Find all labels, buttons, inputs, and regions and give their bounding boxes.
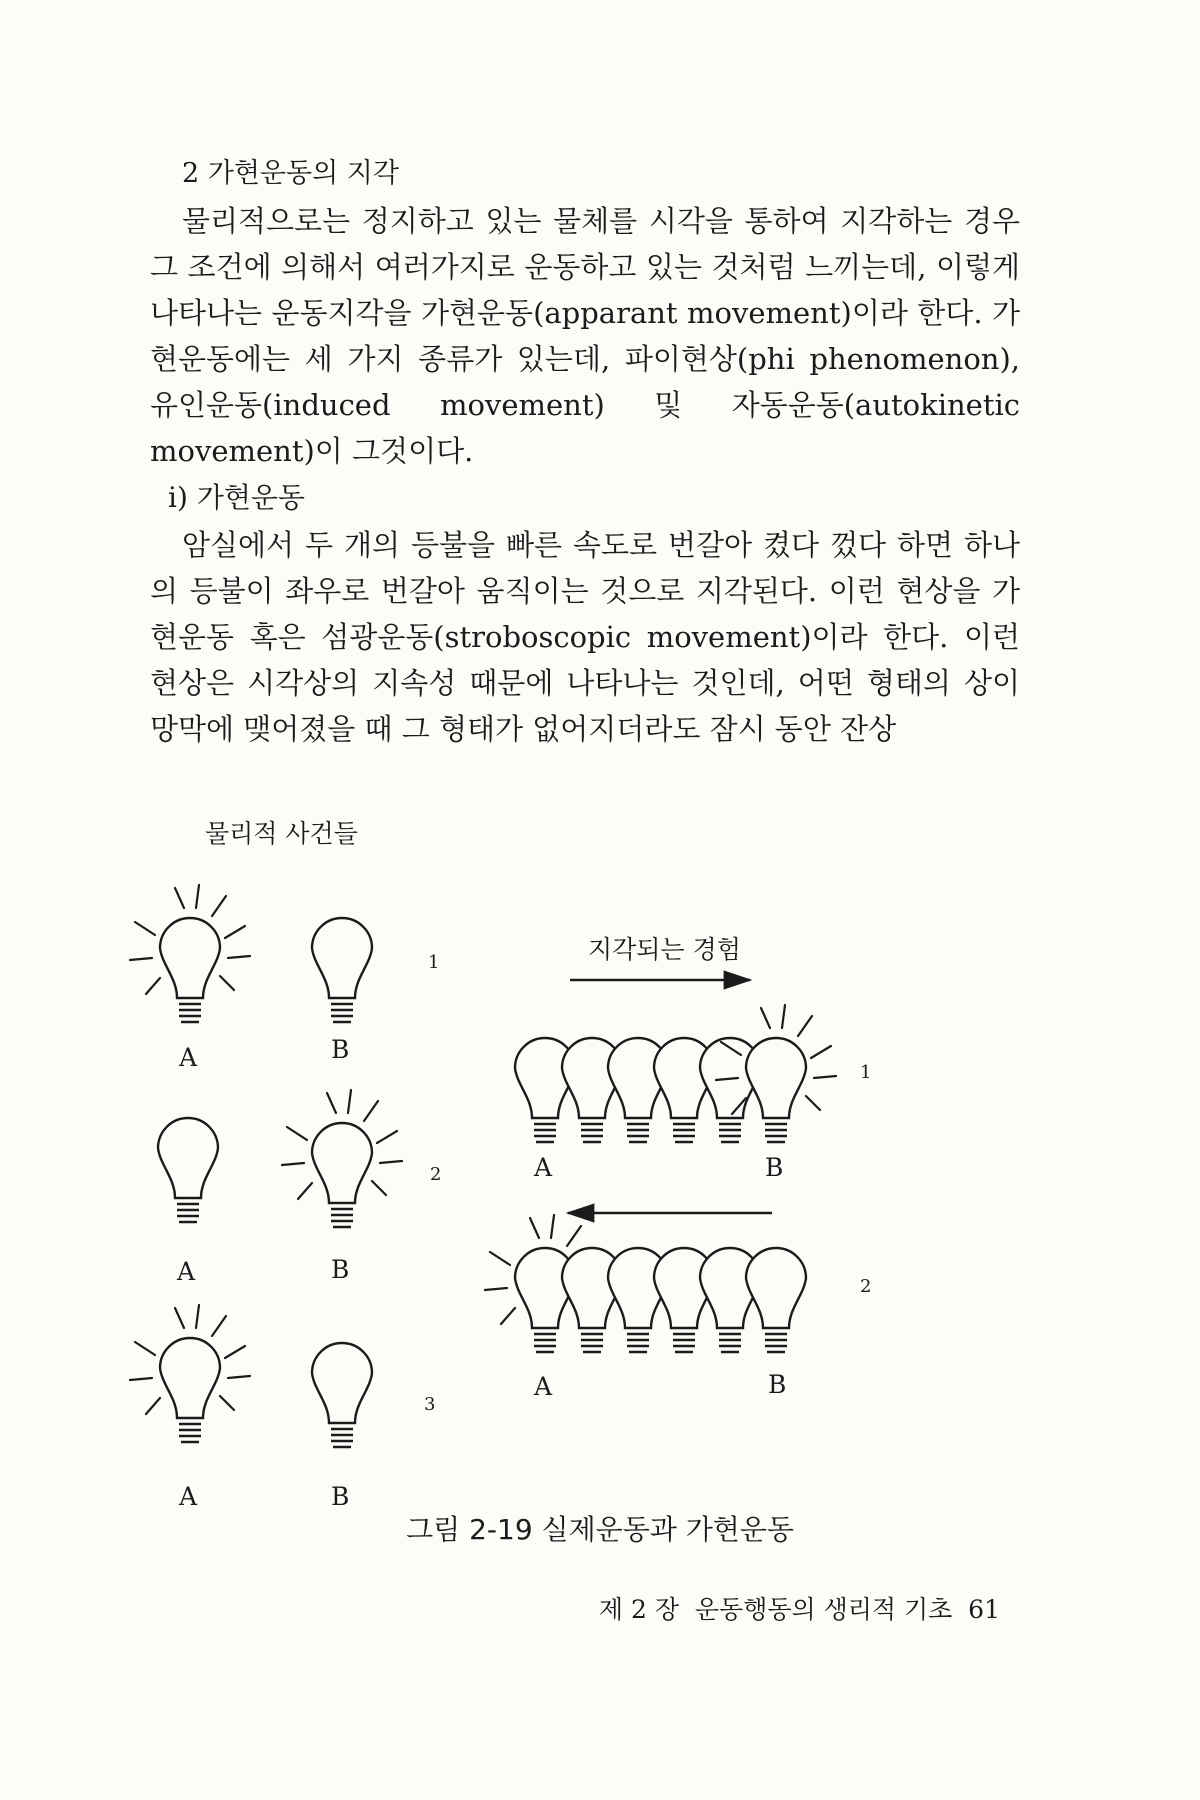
bulb-b-row2-lit xyxy=(282,1090,402,1227)
row-number-1-right: 1 xyxy=(860,1062,872,1083)
section-heading: 2 가현운동의 지각 xyxy=(182,158,399,189)
bulb-b-row3-unlit xyxy=(312,1343,372,1447)
bulb-a-row3-lit xyxy=(130,1305,250,1442)
page-footer: 제 2 장 운동행동의 생리적 기초 61 xyxy=(598,1595,1000,1624)
figure-caption: 그림 2-19 실제운동과 가현운동 xyxy=(406,1513,794,1546)
row-number-2-right: 2 xyxy=(860,1276,872,1297)
bulb-sequence-2 xyxy=(485,1215,806,1352)
row-number-3-left: 3 xyxy=(424,1394,436,1415)
physical-events-title: 물리적 사건들 xyxy=(205,819,358,848)
label-b-seq2: B xyxy=(768,1370,787,1399)
bulb-a-row1-lit xyxy=(130,885,250,1022)
label-a-seq2: A xyxy=(534,1372,553,1401)
label-b-row3: B xyxy=(331,1482,350,1511)
label-a-seq1: A xyxy=(534,1153,553,1182)
paragraph-apparent-motion-intro: 물리적으로는 정지하고 있는 물체를 시각을 통하여 지각하는 경우 그 조건에 의해서 여러가지로 운동하고 있는 것처럼 느끼는데, 이렇게 나타나는 운동지각을 가현운동(apparant movement)이라 한다. 가현운동에는 세 가지 종류가 있는데, 파이현상(phi phenomenon), 유인운동(induced movement) 및 자동운동(autokinetic movement)이 그것이다. xyxy=(150,204,1020,468)
label-b-seq1: B xyxy=(765,1153,784,1182)
row-number-2-left: 2 xyxy=(430,1164,442,1185)
label-b-row2: B xyxy=(331,1255,350,1284)
bulb-sequence-1 xyxy=(515,1005,836,1142)
paragraph-stroboscopic: 암실에서 두 개의 등불을 빠른 속도로 번갈아 켰다 껐다 하면 하나의 등불이 좌우로 번갈아 움직이는 것으로 지각된다. 이런 현상을 가현운동 혹은 섬광운동(stroboscopic movement)이라 한다. 이런 현상은 시각상의 지속성 때문에 나타나는 것인데, 어떤 형태의 상이 망막에 맺어졌을 때 그 형태가 없어지더라도 잠시 동안 잔상 xyxy=(150,528,1020,746)
label-b-row1: B xyxy=(331,1035,350,1064)
perceived-experience-title: 지각되는 경험 xyxy=(588,935,741,964)
label-a-row2: A xyxy=(177,1257,196,1286)
bulb-a-row2-unlit xyxy=(158,1118,218,1222)
label-a-row1: A xyxy=(179,1043,198,1072)
label-a-row3: A xyxy=(179,1482,198,1511)
row-number-1-left: 1 xyxy=(428,952,440,973)
subheading-apparent-motion: i) 가현운동 xyxy=(168,481,305,514)
bulb-b-row1-unlit xyxy=(312,918,372,1022)
